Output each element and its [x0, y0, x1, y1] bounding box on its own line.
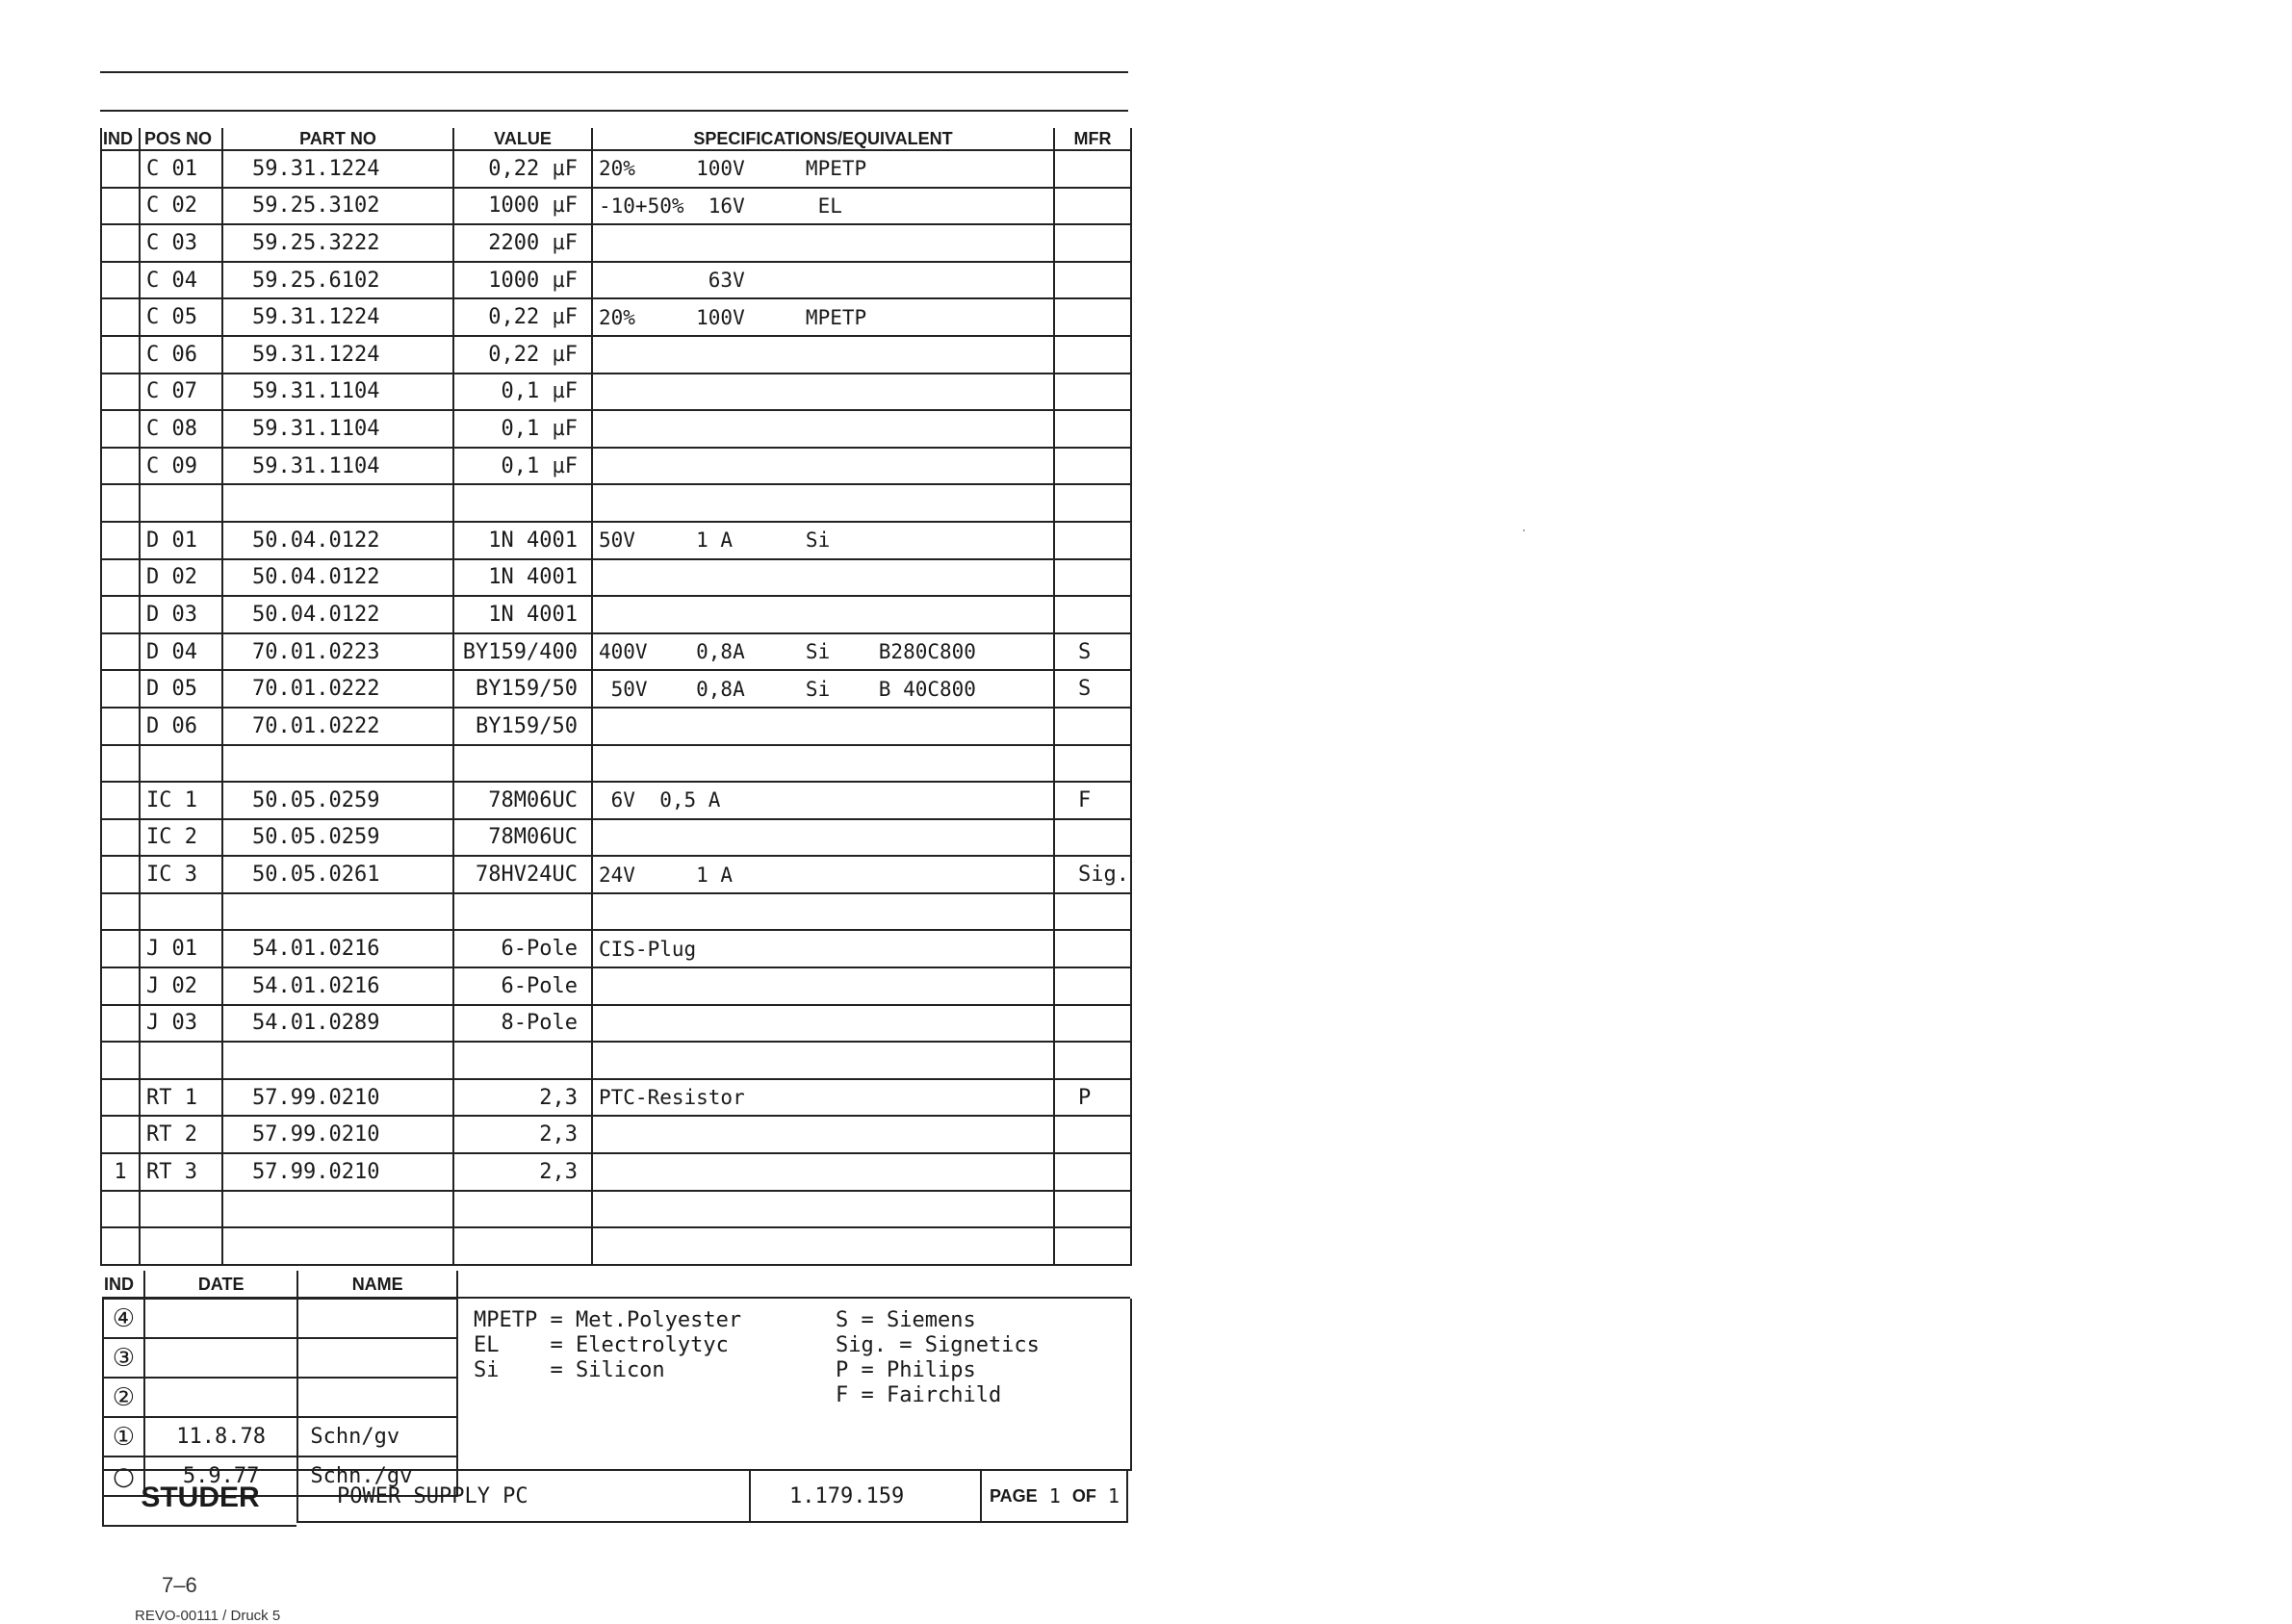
page-total: 1: [1107, 1484, 1120, 1508]
cell-mfr: [1054, 224, 1131, 262]
legend-left: MPETP = Met.Polyester EL = Electrolytyc Si = Silicon: [474, 1308, 742, 1382]
table-row: [101, 782, 1131, 819]
abbreviation-legend: [464, 1299, 1132, 1471]
cell-ind: [101, 856, 140, 893]
cell-pos: D 03: [140, 596, 222, 633]
cell-pos: C 02: [140, 188, 222, 225]
cell-ind: [101, 298, 140, 336]
cell-value: 0,1 µF: [453, 410, 592, 448]
cell-part: 50.05.0261: [222, 856, 453, 893]
cell-value: BY159/50: [453, 670, 592, 708]
cell-ind: [101, 410, 140, 448]
scan-speck: [1523, 529, 1525, 531]
cell-part: 59.31.1104: [222, 410, 453, 448]
revision-body: [103, 1299, 457, 1496]
cell-pos: IC 2: [140, 819, 222, 857]
cell-ind: [101, 224, 140, 262]
cell-pos: RT 1: [140, 1079, 222, 1117]
cell-spec: 50V 0,8A Si B 40C800: [592, 670, 1054, 708]
cell-part: 57.99.0210: [222, 1153, 453, 1191]
cell-pos: C 04: [140, 262, 222, 299]
table-row: [101, 708, 1131, 745]
cell-pos: C 01: [140, 150, 222, 188]
cell-spec: 20% 100V MPETP: [592, 150, 1054, 188]
cell-pos: [140, 1227, 222, 1265]
table-row: [101, 410, 1131, 448]
cell-mfr: [1054, 484, 1131, 522]
cell-part: 57.99.0210: [222, 1116, 453, 1153]
parts-header-row: [101, 128, 1131, 150]
cell-mfr: [1054, 1005, 1131, 1043]
cell-mfr: [1054, 336, 1131, 374]
table-row: [101, 893, 1131, 931]
table-row: [101, 856, 1131, 893]
cell-mfr: Sig.: [1054, 856, 1131, 893]
cell-value: 1N 4001: [453, 596, 592, 633]
cell-ind: [101, 1227, 140, 1265]
cell-part: [222, 484, 453, 522]
cell-part: [222, 1227, 453, 1265]
cell-value: 6-Pole: [453, 967, 592, 1005]
col-header-spec: SPECIFICATIONS/EQUIVALENT: [592, 128, 1054, 150]
cell-spec: 20% 100V MPETP: [592, 298, 1054, 336]
cell-spec: [592, 1116, 1054, 1153]
cell-ind: [101, 930, 140, 967]
top-rule: [100, 71, 1128, 73]
cell-pos: D 01: [140, 522, 222, 559]
cell-ind: [101, 374, 140, 411]
revision-name: Schn/gv: [297, 1417, 457, 1456]
cell-part: 70.01.0222: [222, 670, 453, 708]
col-header-pos-no: POS NO: [140, 128, 222, 150]
cell-value: 78HV24UC: [453, 856, 592, 893]
table-row: [101, 1116, 1131, 1153]
cell-mfr: [1054, 596, 1131, 633]
cell-ind: [101, 188, 140, 225]
cell-value: 0,22 µF: [453, 298, 592, 336]
cell-mfr: [1054, 1153, 1131, 1191]
revision-row: [103, 1299, 457, 1338]
cell-mfr: [1054, 893, 1131, 931]
parts-body: [101, 150, 1131, 1265]
revision-date: 11.8.78: [144, 1417, 297, 1456]
page-indicator: [980, 1469, 1128, 1523]
cell-ind: [101, 1079, 140, 1117]
cell-value: 8-Pole: [453, 1005, 592, 1043]
cell-ind: [101, 782, 140, 819]
page-value: 1: [1048, 1484, 1061, 1508]
table-row: [101, 967, 1131, 1005]
cell-mfr: [1054, 967, 1131, 1005]
cell-spec: [592, 745, 1054, 783]
cell-part: 50.04.0122: [222, 522, 453, 559]
cell-pos: D 04: [140, 633, 222, 671]
cell-pos: RT 3: [140, 1153, 222, 1191]
cell-mfr: [1054, 410, 1131, 448]
cell-mfr: [1054, 1116, 1131, 1153]
revision-ind: ②: [103, 1378, 144, 1417]
cell-mfr: S: [1054, 670, 1131, 708]
cell-value: [453, 1042, 592, 1079]
page-label: PAGE: [990, 1485, 1038, 1506]
cell-value: 2,3: [453, 1116, 592, 1153]
cell-ind: [101, 819, 140, 857]
cell-value: 0,1 µF: [453, 448, 592, 485]
revision-table: [102, 1271, 458, 1497]
cell-mfr: [1054, 1042, 1131, 1079]
cell-value: 2200 µF: [453, 224, 592, 262]
table-row: [101, 262, 1131, 299]
cell-value: 1000 µF: [453, 188, 592, 225]
cell-pos: C 09: [140, 448, 222, 485]
col-header-ind: IND: [101, 128, 140, 150]
studer-logo: STUDER: [102, 1469, 296, 1527]
cell-part: 70.01.0222: [222, 708, 453, 745]
cell-value: [453, 1227, 592, 1265]
table-row: [101, 559, 1131, 597]
cell-ind: [101, 150, 140, 188]
document-number: 1.179.159: [749, 1469, 980, 1523]
cell-value: [453, 1191, 592, 1228]
rev-header-date: DATE: [144, 1271, 297, 1299]
cell-mfr: [1054, 188, 1131, 225]
revision-date: [144, 1378, 297, 1417]
cell-pos: D 02: [140, 559, 222, 597]
cell-mfr: [1054, 745, 1131, 783]
table-row: [101, 670, 1131, 708]
cell-value: 2,3: [453, 1153, 592, 1191]
of-label: OF: [1071, 1485, 1096, 1506]
table-row: [101, 930, 1131, 967]
cell-ind: [101, 448, 140, 485]
cell-mfr: [1054, 150, 1131, 188]
cell-ind: [101, 336, 140, 374]
cell-pos: IC 1: [140, 782, 222, 819]
cell-ind: [101, 967, 140, 1005]
second-rule: [100, 110, 1128, 112]
cell-value: [453, 484, 592, 522]
cell-pos: [140, 1042, 222, 1079]
cell-mfr: [1054, 262, 1131, 299]
cell-pos: IC 3: [140, 856, 222, 893]
table-row: [101, 448, 1131, 485]
revision-date: 5.9.77: [144, 1456, 297, 1496]
cell-spec: [592, 708, 1054, 745]
table-row: [101, 1042, 1131, 1079]
table-row: [101, 522, 1131, 559]
cell-ind: [101, 708, 140, 745]
cell-pos: J 01: [140, 930, 222, 967]
cell-ind: [101, 670, 140, 708]
cell-spec: [592, 410, 1054, 448]
revision-date: [144, 1299, 297, 1338]
cell-part: 59.31.1224: [222, 298, 453, 336]
cell-pos: C 07: [140, 374, 222, 411]
cell-ind: [101, 1005, 140, 1043]
cell-part: 50.05.0259: [222, 782, 453, 819]
cell-part: 70.01.0223: [222, 633, 453, 671]
table-row: [101, 1227, 1131, 1265]
cell-mfr: [1054, 374, 1131, 411]
cell-value: 2,3: [453, 1079, 592, 1117]
title-block: [102, 1469, 1130, 1525]
cell-part: 50.05.0259: [222, 819, 453, 857]
cell-part: [222, 893, 453, 931]
cell-spec: 400V 0,8A Si B280C800: [592, 633, 1054, 671]
cell-pos: [140, 1191, 222, 1228]
cell-part: 57.99.0210: [222, 1079, 453, 1117]
cell-pos: C 05: [140, 298, 222, 336]
cell-ind: [101, 893, 140, 931]
cell-pos: RT 2: [140, 1116, 222, 1153]
document-reference: REVO-00111 / Druck 5: [135, 1608, 281, 1624]
col-header-mfr: MFR: [1054, 128, 1131, 150]
cell-part: 59.25.6102: [222, 262, 453, 299]
cell-spec: -10+50% 16V EL: [592, 188, 1054, 225]
revision-name: Schn./gv: [297, 1456, 457, 1496]
table-row: [101, 150, 1131, 188]
cell-mfr: F: [1054, 782, 1131, 819]
cell-mfr: [1054, 1191, 1131, 1228]
cell-ind: [101, 262, 140, 299]
cell-mfr: [1054, 522, 1131, 559]
cell-part: 59.31.1104: [222, 374, 453, 411]
cell-value: 0,1 µF: [453, 374, 592, 411]
cell-ind: [101, 633, 140, 671]
cell-ind: [101, 596, 140, 633]
cell-ind: [101, 1042, 140, 1079]
cell-part: 59.31.1104: [222, 448, 453, 485]
cell-pos: C 03: [140, 224, 222, 262]
cell-value: 1N 4001: [453, 559, 592, 597]
cell-spec: [592, 967, 1054, 1005]
table-row: [101, 336, 1131, 374]
cell-ind: [101, 484, 140, 522]
table-row: [101, 596, 1131, 633]
table-row: [101, 188, 1131, 225]
cell-ind: [101, 1191, 140, 1228]
table-row: [101, 298, 1131, 336]
cell-value: 1000 µF: [453, 262, 592, 299]
cell-pos: [140, 893, 222, 931]
table-row: [101, 1005, 1131, 1043]
cell-spec: [592, 893, 1054, 931]
cell-part: 54.01.0216: [222, 930, 453, 967]
table-row: [101, 1191, 1131, 1228]
revision-row: [103, 1417, 457, 1456]
rev-header-ind: IND: [103, 1271, 144, 1299]
cell-value: 0,22 µF: [453, 336, 592, 374]
cell-spec: [592, 1191, 1054, 1228]
cell-pos: J 03: [140, 1005, 222, 1043]
cell-ind: 1: [101, 1153, 140, 1191]
parts-list-table: [100, 128, 1132, 1266]
cell-pos: C 06: [140, 336, 222, 374]
cell-mfr: [1054, 298, 1131, 336]
document-title: POWER SUPPLY PC: [296, 1469, 749, 1523]
col-header-value: VALUE: [453, 128, 592, 150]
revision-date: [144, 1338, 297, 1378]
cell-value: 78M06UC: [453, 782, 592, 819]
cell-spec: [592, 224, 1054, 262]
cell-ind: [101, 559, 140, 597]
table-row: [101, 1153, 1131, 1191]
cell-spec: [592, 559, 1054, 597]
cell-value: 0,22 µF: [453, 150, 592, 188]
cell-spec: [592, 448, 1054, 485]
cell-value: BY159/400: [453, 633, 592, 671]
cell-ind: [101, 1116, 140, 1153]
cell-spec: [592, 819, 1054, 857]
cell-mfr: [1054, 930, 1131, 967]
cell-spec: 63V: [592, 262, 1054, 299]
revision-row: [103, 1378, 457, 1417]
cell-value: BY159/50: [453, 708, 592, 745]
revision-name: [297, 1338, 457, 1378]
cell-mfr: [1054, 1227, 1131, 1265]
cell-mfr: [1054, 708, 1131, 745]
cell-spec: [592, 1153, 1054, 1191]
cell-part: 54.01.0216: [222, 967, 453, 1005]
revision-block: [102, 1271, 1130, 1540]
cell-spec: [592, 1227, 1054, 1265]
table-row: [101, 484, 1131, 522]
revision-ind: ○: [103, 1456, 144, 1496]
cell-mfr: [1054, 819, 1131, 857]
cell-pos: [140, 484, 222, 522]
cell-part: 59.25.3222: [222, 224, 453, 262]
cell-part: 50.04.0122: [222, 559, 453, 597]
cell-spec: [592, 596, 1054, 633]
legend-right: S = Siemens Sig. = Signetics P = Philips F = Fairchild: [836, 1308, 1040, 1407]
cell-spec: 6V 0,5 A: [592, 782, 1054, 819]
table-row: [101, 374, 1131, 411]
cell-spec: [592, 1042, 1054, 1079]
cell-pos: C 08: [140, 410, 222, 448]
revision-ind: ③: [103, 1338, 144, 1378]
cell-spec: CIS-Plug: [592, 930, 1054, 967]
cell-value: 6-Pole: [453, 930, 592, 967]
cell-pos: D 05: [140, 670, 222, 708]
table-row: [101, 1079, 1131, 1117]
cell-part: 59.31.1224: [222, 336, 453, 374]
table-row: [101, 224, 1131, 262]
cell-mfr: P: [1054, 1079, 1131, 1117]
cell-value: 78M06UC: [453, 819, 592, 857]
cell-part: 50.04.0122: [222, 596, 453, 633]
table-row: [101, 745, 1131, 783]
revision-name: [297, 1299, 457, 1338]
revision-ind: ①: [103, 1417, 144, 1456]
cell-part: [222, 1191, 453, 1228]
col-header-part-no: PART NO: [222, 128, 453, 150]
cell-part: 59.25.3102: [222, 188, 453, 225]
revision-name: [297, 1378, 457, 1417]
revision-ind: ④: [103, 1299, 144, 1338]
cell-pos: [140, 745, 222, 783]
cell-mfr: [1054, 559, 1131, 597]
table-row: [101, 819, 1131, 857]
cell-ind: [101, 522, 140, 559]
cell-spec: [592, 484, 1054, 522]
cell-spec: [592, 1005, 1054, 1043]
cell-value: [453, 893, 592, 931]
cell-part: [222, 745, 453, 783]
cell-mfr: S: [1054, 633, 1131, 671]
cell-value: 1N 4001: [453, 522, 592, 559]
cell-part: 59.31.1224: [222, 150, 453, 188]
cell-pos: J 02: [140, 967, 222, 1005]
cell-mfr: [1054, 448, 1131, 485]
cell-spec: [592, 336, 1054, 374]
cell-spec: [592, 374, 1054, 411]
cell-value: [453, 745, 592, 783]
revision-header-row: [103, 1271, 457, 1299]
cell-part: 54.01.0289: [222, 1005, 453, 1043]
cell-spec: PTC-Resistor: [592, 1079, 1054, 1117]
revision-row: [103, 1338, 457, 1378]
cell-part: [222, 1042, 453, 1079]
table-row: [101, 633, 1131, 671]
cell-spec: 24V 1 A: [592, 856, 1054, 893]
cell-spec: 50V 1 A Si: [592, 522, 1054, 559]
page-number: 7–6: [162, 1573, 197, 1597]
cell-pos: D 06: [140, 708, 222, 745]
cell-ind: [101, 745, 140, 783]
rev-header-name: NAME: [297, 1271, 457, 1299]
